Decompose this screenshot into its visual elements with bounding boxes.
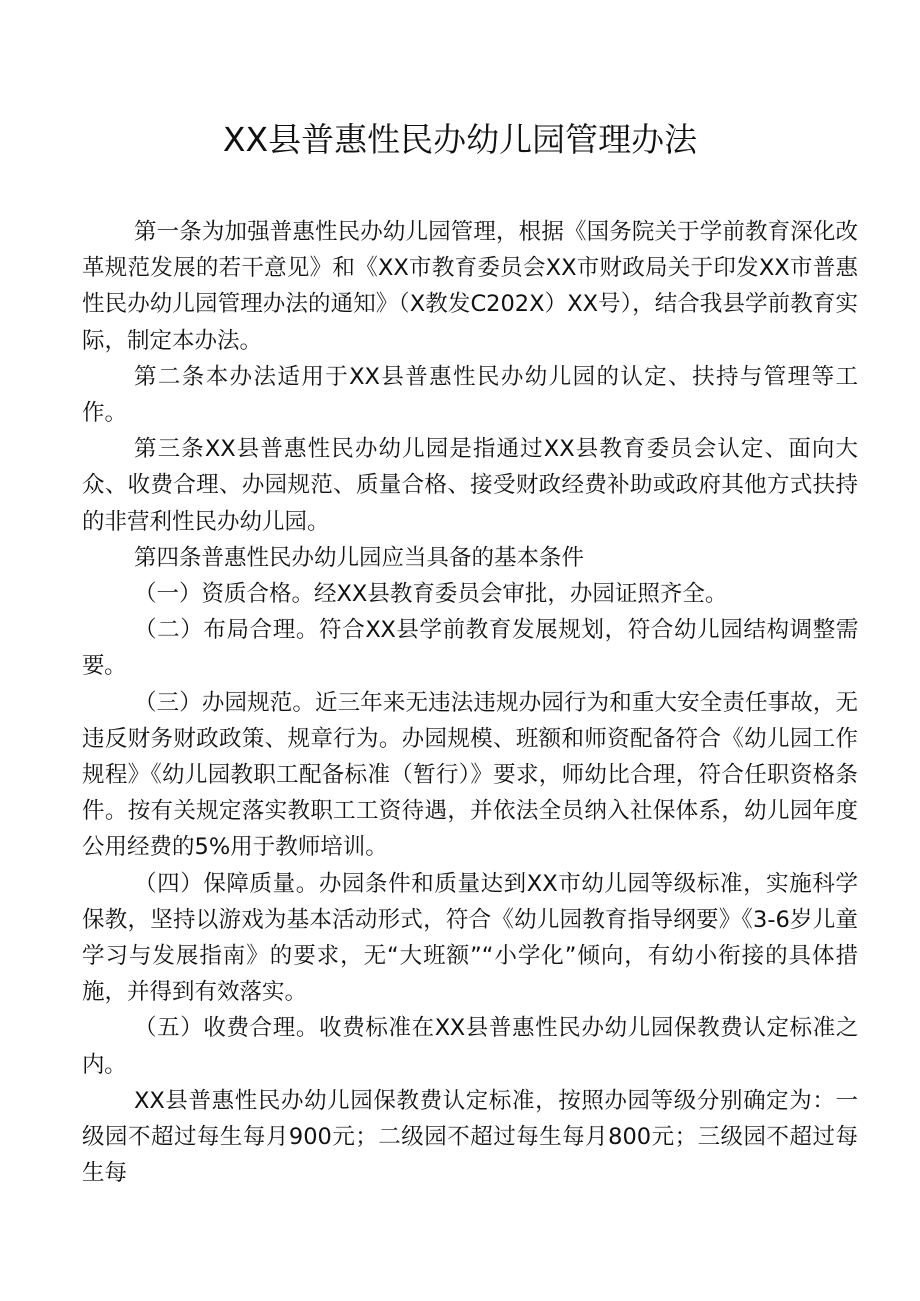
article-4-heading: 第四条普惠性民办幼儿园应当具备的基本条件 [134, 544, 585, 571]
condition-2-paragraph: （二）布局合理。符合XX县学前教育发展规划，符合幼儿园结构调整需要。 [82, 617, 858, 680]
article-1-paragraph: 第一条为加强普惠性民办幼儿园管理，根据《国务院关于学前教育深化改革规范发展的若干意见》和《XX市教育委员会XX市财政局关于印发XX市普惠性民办幼儿园管理办法的通知》（X教发C202X）XX号），结合我县学前教育实际，制定本办法。 [82, 219, 858, 354]
condition-3-paragraph: （三）办园规范。近三年来无违法违规办园行为和重大安全责任事故，无违反财务财政政策、规章行为。办园规模、班额和师资配备符合《幼儿园工作规程》《幼儿园教职工配备标准（暂行）》要求，师幼比合理，符合任职资格条件。按有关规定落实教职工工资待遇，并依法全员纳入社保体系，幼儿园年度公用经费的5%用于教师培训。 [82, 689, 858, 861]
condition-1-paragraph: （一）资质合格。经XX县教育委员会审批，办园证照齐全。 [134, 581, 728, 608]
article-3-paragraph: 第三条XX县普惠性民办幼儿园是指通过XX县教育委员会认定、面向大众、收费合理、办园规范、质量合格、接受财政经费补助或政府其他方式扶持的非营利性民办幼儿园。 [82, 436, 858, 535]
article-2-paragraph: 第二条本办法适用于XX县普惠性民办幼儿园的认定、扶持与管理等工作。 [82, 363, 858, 427]
document-title: XX县普惠性民办幼儿园管理办法 [222, 120, 698, 159]
fee-standard-paragraph: XX县普惠性民办幼儿园保教费认定标准，按照办园等级分别确定为：一级园不超过每生每月900元；二级园不超过每生每月800元；三级园不超过每生每 [82, 1087, 858, 1187]
condition-4-paragraph: （四）保障质量。办园条件和质量达到XX市幼儿园等级标准，实施科学保教，坚持以游戏为基本活动形式，符合《幼儿园教育指导纲要》《3-6岁儿童学习与发展指南》的要求，无“大班额”“小学化”倾向，有幼小衔接的具体措施，并得到有效落实。 [82, 870, 858, 1006]
document-body [82, 214, 858, 1191]
condition-5-paragraph: （五）收费合理。收费标准在XX县普惠性民办幼儿园保教费认定标准之内。 [82, 1015, 858, 1078]
